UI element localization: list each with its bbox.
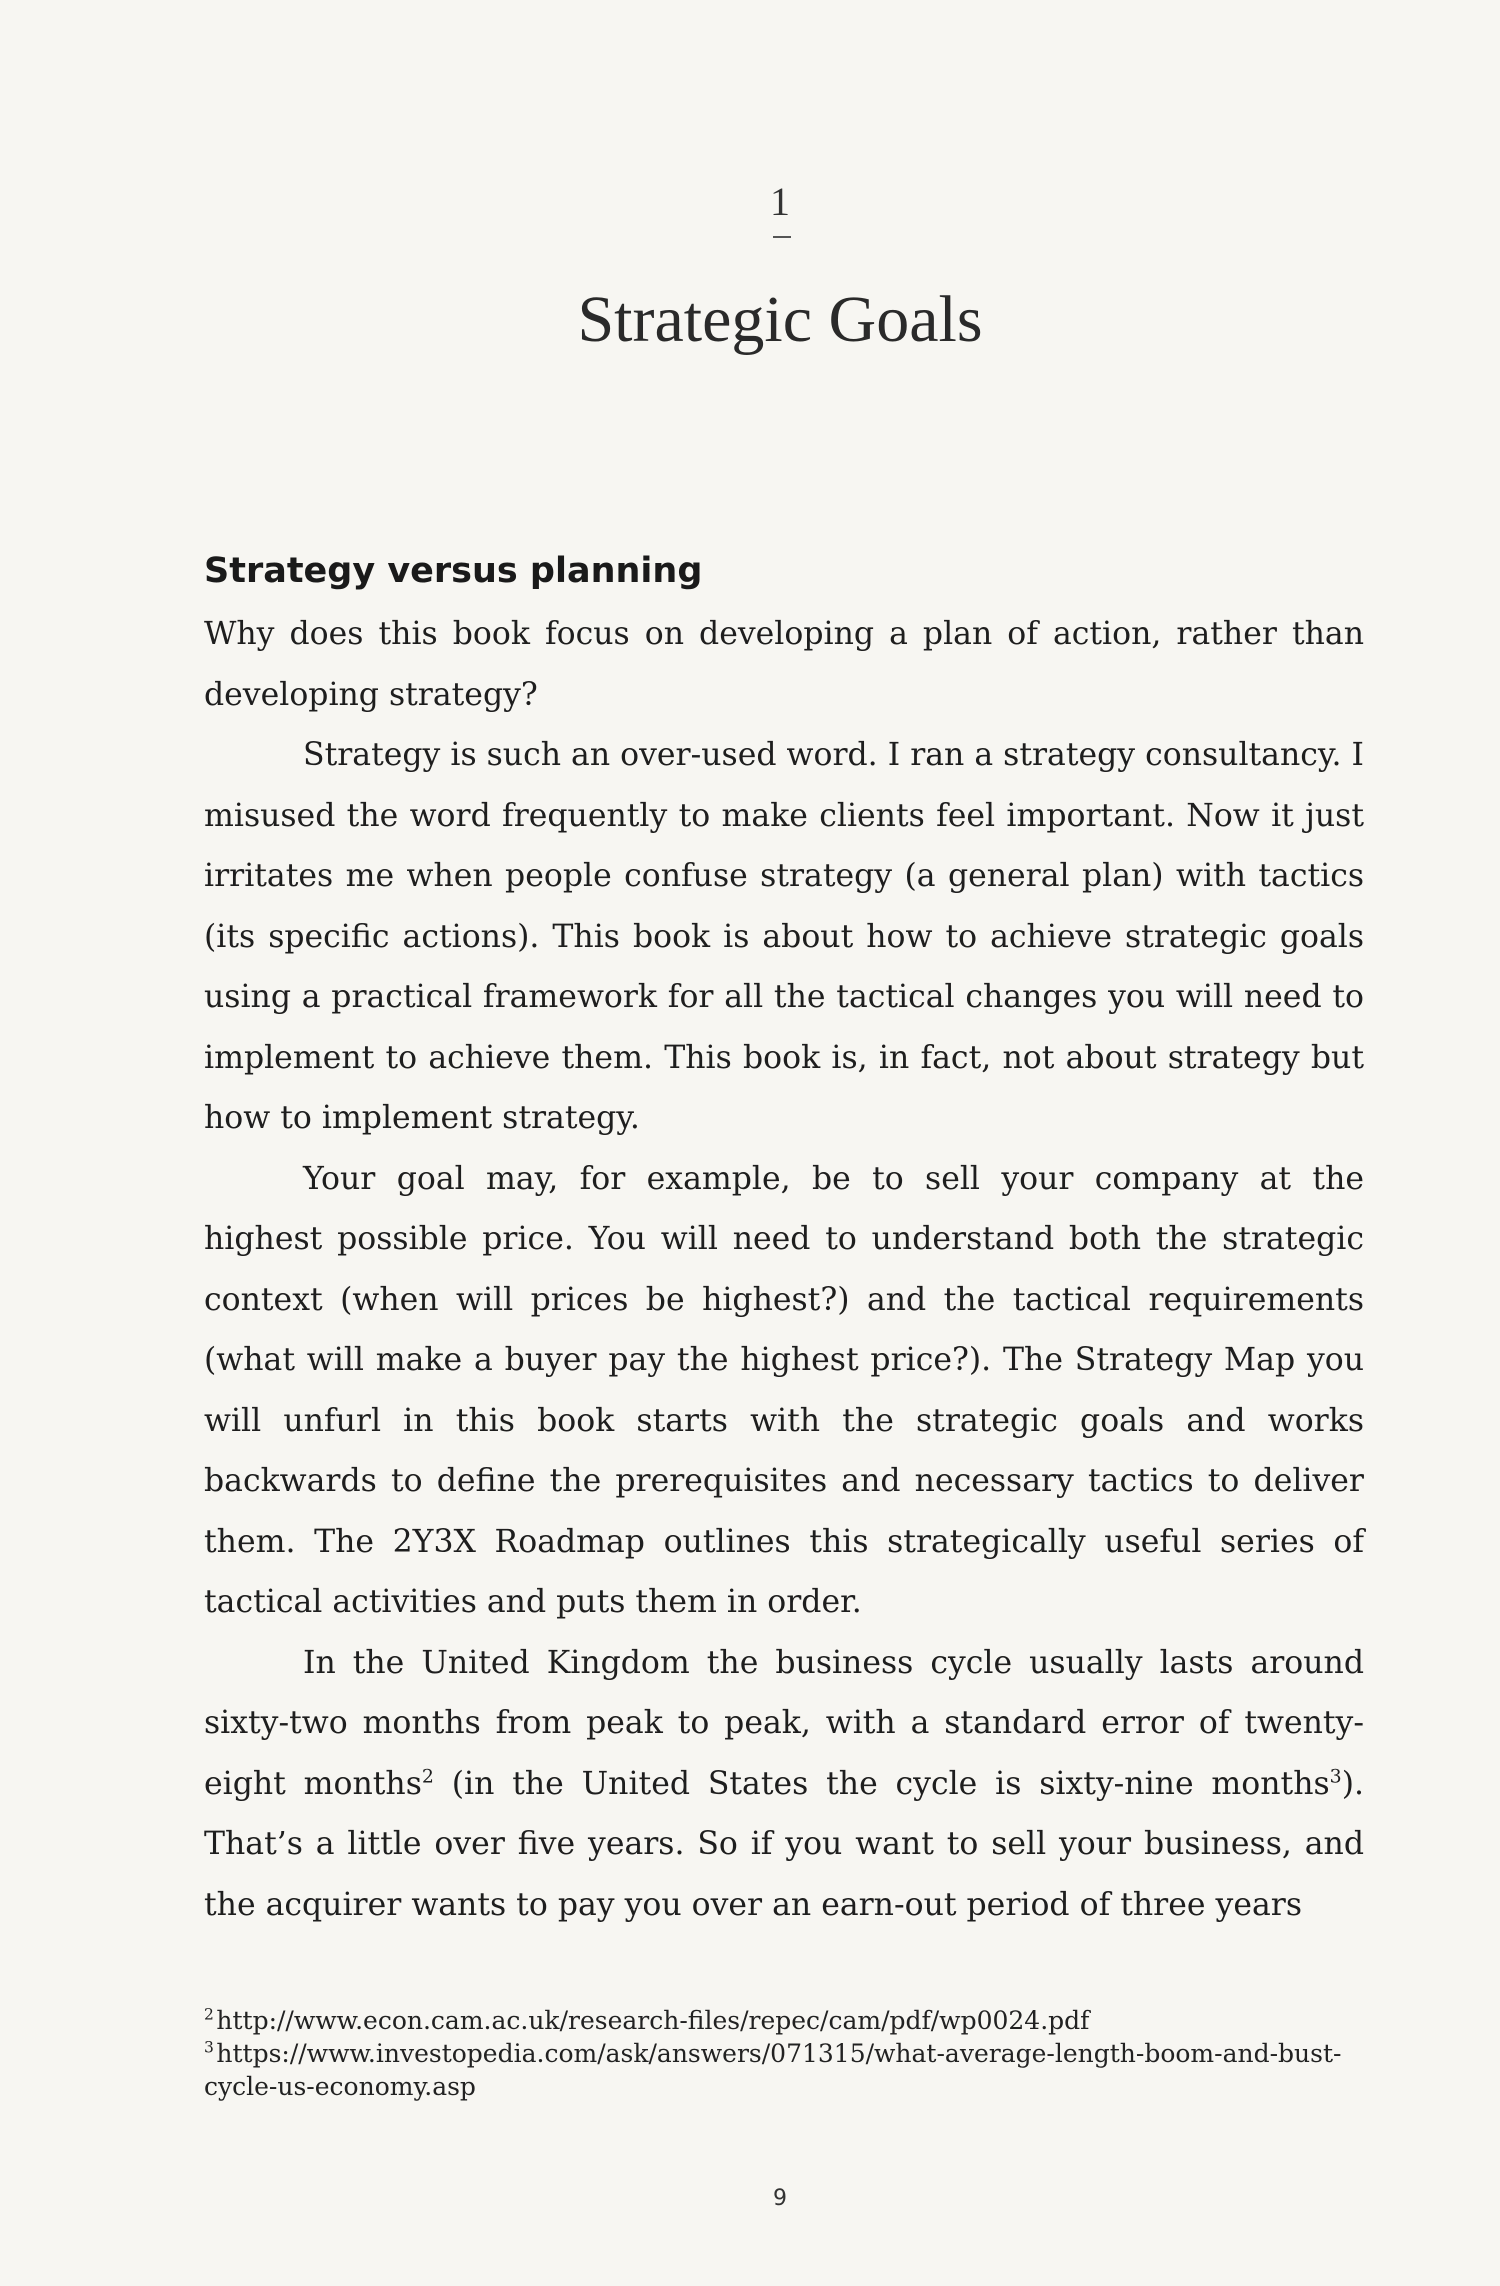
paragraph-4-text-part3: ). That’s a little over five years. So if you want to sell your business, and the acquirer wants to pay you over an earn-out period of three years (204, 1765, 1364, 1923)
page-number: 9 (773, 2186, 787, 2211)
paragraph-4-text-part1: In the United Kingdom the business cycle usually lasts around sixty-two months from peak to peak, with a standard error of twenty-eight months (204, 1644, 1364, 1802)
chapter-title: Strategic Goals (577, 283, 983, 356)
paragraph-2: Strategy is such an over-used word. I ran a strategy consultancy. I misused the word frequently to make clients feel important. Now it just irritates me when people confuse strategy (a general plan) with tactics (its specific actions). This book is about how to achieve strategic goals using a practical framework for all the tactical changes you will need to implement to achieve them. This book is, in fact, not about strategy but how to implement strategy. (204, 737, 1364, 1136)
paragraph-4-text-part2: (in the United States the cycle is sixty-nine months (433, 1765, 1330, 1802)
footnotes (204, 2004, 1364, 2103)
footnote-url: http://www.econ.cam.ac.uk/research-files/repec/cam/pdf/wp0024.pdf (216, 2006, 1090, 2035)
paragraph-3: Your goal may, for example, be to sell your company at the highest possible price. You will need to understand both the strategic context (when will prices be highest?) and the tactical requirements (what will make a buyer pay the highest price?). The Strategy Map you will unfurl in this book starts with the strategic goals and works backwards to define the prerequisites and necessary tactics to deliver them. The 2Y3X Roadmap outlines this strategically useful series of tactical activities and puts them in order. (204, 1160, 1364, 1620)
footnote-ref-2: 2 (421, 1765, 434, 1787)
footnote-marker: 3 (204, 2038, 214, 2057)
footnote-3 (204, 2037, 1364, 2103)
paragraph-4 (204, 1633, 1364, 1936)
footnote-ref-3: 3 (1329, 1765, 1342, 1787)
section-heading: Strategy versus planning (204, 551, 703, 591)
footnote-url: https://www.investopedia.com/ask/answers/071315/what-average-length-boom-and-bust-cycle-us-economy.asp (204, 2039, 1342, 2101)
chapter-number-underline (773, 236, 791, 238)
chapter-number: 1 (770, 179, 790, 224)
paragraph-1: Why does this book focus on developing a plan of action, rather than developing strategy? (204, 616, 1364, 713)
body-text (204, 604, 1364, 1935)
footnote-marker: 2 (204, 2005, 214, 2024)
footnote-2 (204, 2004, 1364, 2037)
